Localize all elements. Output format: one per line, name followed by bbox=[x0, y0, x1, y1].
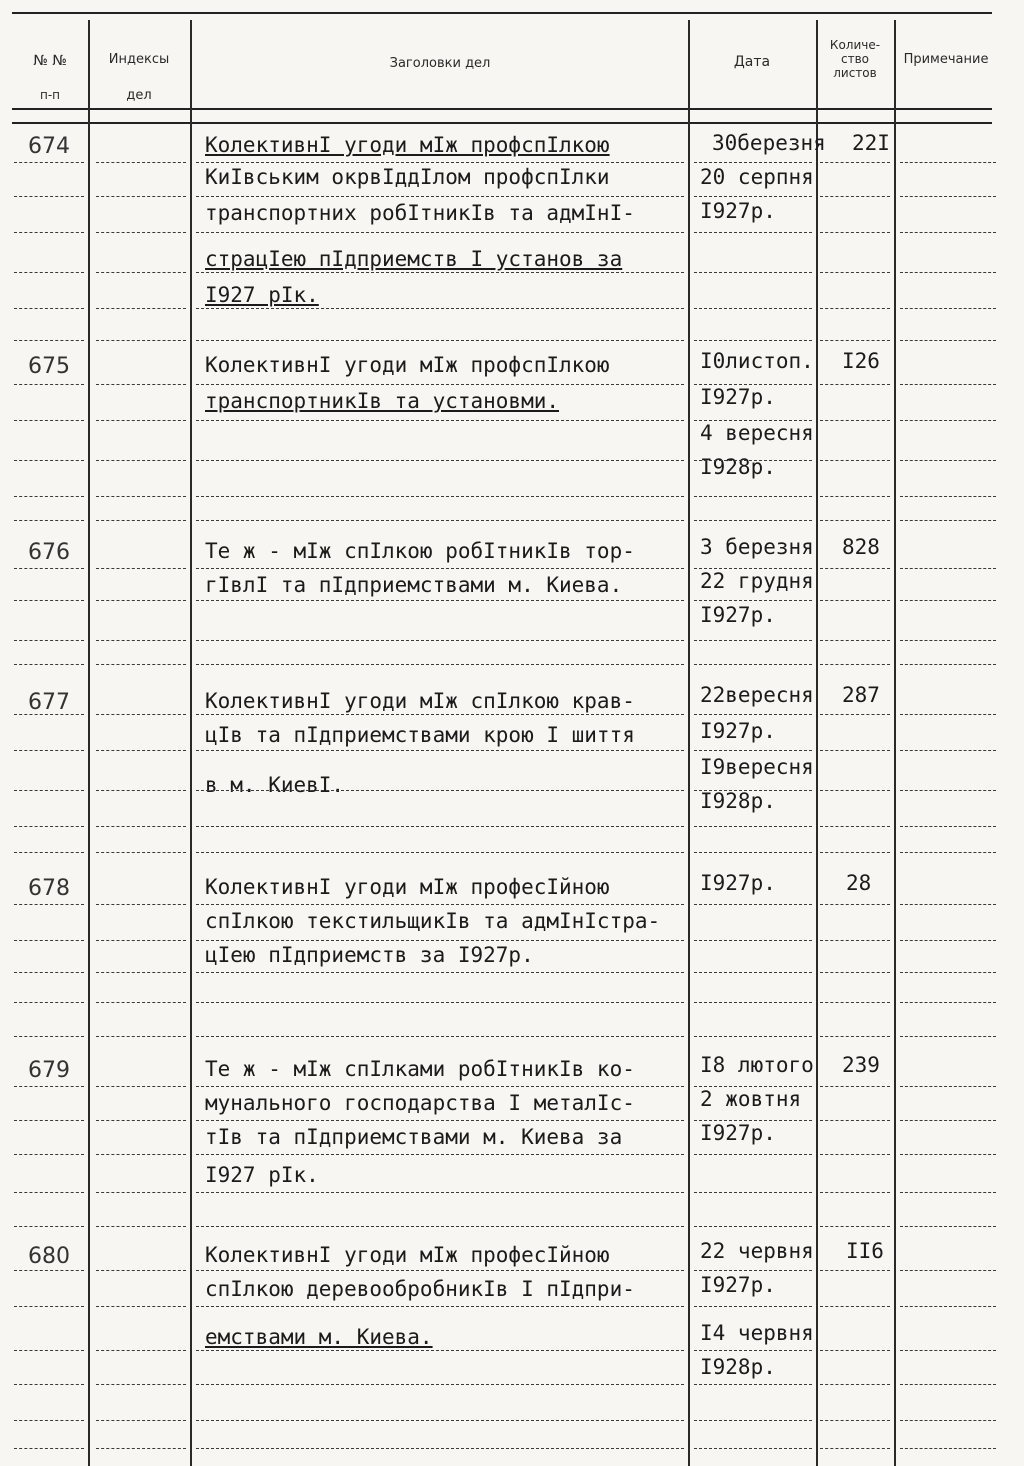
rule-line bbox=[820, 904, 890, 905]
rule-line bbox=[14, 384, 84, 385]
date-line: 30березня bbox=[712, 131, 826, 155]
rule-line bbox=[14, 420, 84, 421]
rule-line bbox=[694, 664, 812, 665]
rule-line bbox=[900, 1306, 996, 1307]
rule-line bbox=[14, 520, 84, 521]
rule-line bbox=[14, 1270, 84, 1271]
rule-line bbox=[96, 496, 186, 497]
row-number: 678 bbox=[28, 876, 70, 901]
rule-line bbox=[14, 640, 84, 641]
rule-line bbox=[14, 600, 84, 601]
rule-line bbox=[14, 196, 84, 197]
rule-line bbox=[196, 972, 684, 973]
rule-line bbox=[196, 520, 684, 521]
rule-line bbox=[96, 520, 186, 521]
top-rule bbox=[12, 12, 992, 14]
rule-line bbox=[694, 640, 812, 641]
rule-line bbox=[196, 1270, 684, 1271]
rule-line bbox=[694, 790, 812, 791]
title-line: страцIею пIдприемств I установ за bbox=[205, 247, 623, 271]
rule-line bbox=[900, 1226, 996, 1227]
rule-line bbox=[694, 232, 812, 233]
date-line: I8 лютого bbox=[700, 1053, 814, 1077]
rule-line bbox=[96, 308, 186, 309]
rule-line bbox=[14, 1120, 84, 1121]
rule-line bbox=[820, 790, 890, 791]
rule-line bbox=[900, 972, 996, 973]
rule-line bbox=[694, 750, 812, 751]
rule-line bbox=[820, 1350, 890, 1351]
rule-line bbox=[14, 460, 84, 461]
rule-line bbox=[900, 940, 996, 941]
date-line: 4 вересня bbox=[700, 421, 814, 445]
row-number: 679 bbox=[28, 1058, 70, 1083]
rule-line bbox=[196, 272, 684, 273]
rule-line bbox=[694, 420, 812, 421]
rule-line bbox=[820, 340, 890, 341]
rule-line bbox=[820, 460, 890, 461]
date-line: I927р. bbox=[700, 871, 776, 895]
rule-line bbox=[820, 196, 890, 197]
rule-line bbox=[900, 750, 996, 751]
title-line: КолективнI угоди мIж профспIлкою bbox=[205, 133, 610, 157]
rule-line bbox=[900, 496, 996, 497]
rule-line bbox=[14, 308, 84, 309]
rule-line bbox=[694, 1270, 812, 1271]
title-line: I927 рIк. bbox=[205, 283, 319, 307]
rule-line bbox=[196, 196, 684, 197]
rule-line bbox=[196, 1120, 684, 1121]
rule-line bbox=[96, 1420, 186, 1421]
rule-line bbox=[694, 1306, 812, 1307]
rule-line bbox=[14, 496, 84, 497]
rule-line bbox=[820, 1270, 890, 1271]
rule-line bbox=[196, 1350, 684, 1351]
rule-line bbox=[196, 232, 684, 233]
rule-line bbox=[820, 496, 890, 497]
row-number: 674 bbox=[28, 134, 70, 159]
rule-line bbox=[900, 714, 996, 715]
rule-line bbox=[820, 232, 890, 233]
rule-line bbox=[694, 1448, 812, 1449]
title-line: гIвлI та пIдприемствами м. Киева. bbox=[205, 573, 623, 597]
rule-line bbox=[694, 308, 812, 309]
date-line: I927р. bbox=[700, 1121, 776, 1145]
rule-line bbox=[694, 1086, 812, 1087]
date-line: I927р. bbox=[700, 719, 776, 743]
header-title-text: Заголовки дел bbox=[389, 56, 491, 71]
rule-line bbox=[694, 162, 812, 163]
row-number: 675 bbox=[28, 354, 70, 379]
rule-line bbox=[694, 1120, 812, 1121]
rule-line bbox=[96, 1002, 186, 1003]
rule-line bbox=[900, 790, 996, 791]
title-line: КолективнI угоди мIж спIлкою крав- bbox=[205, 689, 635, 713]
title-line: КолективнI угоди мIж професIйною bbox=[205, 875, 610, 899]
rule-line bbox=[14, 1036, 84, 1037]
rule-line bbox=[196, 162, 684, 163]
rule-line bbox=[96, 1226, 186, 1227]
rule-line bbox=[96, 714, 186, 715]
sheet-count: 28 bbox=[846, 871, 872, 895]
rule-line bbox=[14, 1192, 84, 1193]
rule-line bbox=[694, 460, 812, 461]
rule-line bbox=[900, 520, 996, 521]
rule-line bbox=[820, 750, 890, 751]
rule-line bbox=[96, 196, 186, 197]
rule-line bbox=[694, 1192, 812, 1193]
rule-line bbox=[96, 1384, 186, 1385]
header-number bbox=[14, 44, 86, 112]
rule-line bbox=[900, 826, 996, 827]
title-line: спIлкою деревообробникIв I пIдпри- bbox=[205, 1277, 635, 1301]
date-line: 22 грудня bbox=[700, 569, 814, 593]
rule-line bbox=[96, 1086, 186, 1087]
rule-line bbox=[694, 1350, 812, 1351]
rule-line bbox=[14, 714, 84, 715]
date-line: 2 жовтня bbox=[700, 1087, 802, 1111]
header-date-text: Дата bbox=[733, 54, 771, 70]
header-count-line1: Количе- bbox=[829, 38, 881, 52]
rule-line bbox=[14, 1448, 84, 1449]
rule-line bbox=[900, 904, 996, 905]
rule-line bbox=[14, 1306, 84, 1307]
rule-line bbox=[900, 460, 996, 461]
rule-line bbox=[196, 940, 684, 941]
title-line: в м. КиевI. bbox=[205, 773, 345, 797]
rule-line bbox=[820, 940, 890, 941]
rule-line bbox=[900, 1086, 996, 1087]
date-line: I927р. bbox=[700, 385, 776, 409]
rule-line bbox=[820, 1154, 890, 1155]
rule-line bbox=[96, 1350, 186, 1351]
rule-line bbox=[96, 826, 186, 827]
rule-line bbox=[14, 1384, 84, 1385]
title-line: спIлкою текстильщикIв та адмIнIстра- bbox=[205, 909, 661, 933]
rule-line bbox=[196, 1448, 684, 1449]
rule-line bbox=[196, 750, 684, 751]
rule-line bbox=[96, 664, 186, 665]
rule-line bbox=[96, 460, 186, 461]
rule-line bbox=[14, 1226, 84, 1227]
rule-line bbox=[900, 640, 996, 641]
rule-line bbox=[694, 600, 812, 601]
date-line: 20 серпня bbox=[700, 165, 814, 189]
sheet-count: 828 bbox=[842, 535, 880, 559]
title-line: I927 рIк. bbox=[205, 1163, 319, 1187]
rule-line bbox=[900, 1192, 996, 1193]
rule-line bbox=[820, 1306, 890, 1307]
rule-line bbox=[694, 520, 812, 521]
title-line: Те ж - мIж спIлкою робIтникIв тор- bbox=[205, 539, 635, 563]
rule-line bbox=[820, 826, 890, 827]
rule-line bbox=[196, 420, 684, 421]
rule-line bbox=[820, 1192, 890, 1193]
rule-line bbox=[820, 1120, 890, 1121]
rule-line bbox=[14, 750, 84, 751]
rule-line bbox=[900, 1448, 996, 1449]
rule-line bbox=[900, 852, 996, 853]
header-count-line3: листов bbox=[833, 66, 877, 80]
rule-line bbox=[820, 714, 890, 715]
rule-line bbox=[900, 272, 996, 273]
date-line: I9вересня bbox=[700, 755, 814, 779]
rule-line bbox=[900, 1350, 996, 1351]
rule-line bbox=[196, 790, 684, 791]
rule-line bbox=[96, 600, 186, 601]
rule-line bbox=[196, 1002, 684, 1003]
rule-line bbox=[694, 972, 812, 973]
rule-line bbox=[900, 232, 996, 233]
rule-line bbox=[196, 826, 684, 827]
date-line: I927р. bbox=[700, 1273, 776, 1297]
rule-line bbox=[196, 904, 684, 905]
rule-line bbox=[96, 790, 186, 791]
rule-line bbox=[96, 162, 186, 163]
rule-line bbox=[96, 972, 186, 973]
rule-line bbox=[196, 640, 684, 641]
rule-line bbox=[96, 1120, 186, 1121]
rule-line bbox=[96, 1036, 186, 1037]
rule-line bbox=[14, 162, 84, 163]
rule-line bbox=[694, 1036, 812, 1037]
rule-line bbox=[14, 1086, 84, 1087]
header-count bbox=[818, 38, 892, 80]
title-line: цIею пIдприемств за I927р. bbox=[205, 943, 534, 967]
rule-line bbox=[900, 384, 996, 385]
header-index-line2: дел bbox=[126, 88, 152, 103]
rule-line bbox=[694, 1384, 812, 1385]
date-line: 3 березня bbox=[700, 535, 814, 559]
rule-line bbox=[196, 340, 684, 341]
title-line: КолективнI угоди мIж профспIлкою bbox=[205, 353, 610, 377]
rule-line bbox=[196, 1420, 684, 1421]
rule-line bbox=[820, 308, 890, 309]
rule-line bbox=[96, 232, 186, 233]
rule-line bbox=[14, 664, 84, 665]
rule-line bbox=[694, 1420, 812, 1421]
date-line: I0листоп. bbox=[700, 349, 814, 373]
rule-line bbox=[14, 940, 84, 941]
date-line: 22вересня bbox=[700, 683, 814, 707]
row-number: 676 bbox=[28, 540, 70, 565]
rule-line bbox=[820, 568, 890, 569]
rule-line bbox=[694, 904, 812, 905]
rule-line bbox=[694, 852, 812, 853]
rule-line bbox=[196, 664, 684, 665]
date-line: 22 червня bbox=[700, 1239, 814, 1263]
rule-line bbox=[196, 1306, 684, 1307]
rule-line bbox=[14, 1154, 84, 1155]
sheet-count: 22I bbox=[852, 131, 890, 155]
rule-line bbox=[196, 714, 684, 715]
rule-line bbox=[820, 1086, 890, 1087]
rule-line bbox=[14, 232, 84, 233]
rule-line bbox=[820, 1384, 890, 1385]
rule-line bbox=[14, 904, 84, 905]
date-line: I928р. bbox=[700, 1355, 776, 1379]
title-line: транспортних робIтникIв та адмIнI- bbox=[205, 201, 635, 225]
rule-line bbox=[900, 196, 996, 197]
rule-line bbox=[96, 272, 186, 273]
column-divider bbox=[816, 20, 818, 1466]
rule-line bbox=[96, 1270, 186, 1271]
rule-line bbox=[14, 568, 84, 569]
rule-line bbox=[694, 714, 812, 715]
rule-line bbox=[820, 420, 890, 421]
rule-line bbox=[694, 384, 812, 385]
rule-line bbox=[14, 826, 84, 827]
rule-line bbox=[694, 940, 812, 941]
rule-line bbox=[820, 520, 890, 521]
rule-line bbox=[900, 420, 996, 421]
rule-line bbox=[96, 640, 186, 641]
sheet-count: I26 bbox=[842, 349, 880, 373]
rule-line bbox=[694, 826, 812, 827]
rule-line bbox=[820, 640, 890, 641]
rule-line bbox=[96, 940, 186, 941]
rule-line bbox=[900, 1002, 996, 1003]
row-number: 677 bbox=[28, 690, 70, 715]
title-line: тIв та пIдприемствами м. Киева за bbox=[205, 1125, 623, 1149]
date-line: I927р. bbox=[700, 603, 776, 627]
rule-line bbox=[900, 1384, 996, 1385]
rule-line bbox=[96, 750, 186, 751]
rule-line bbox=[694, 340, 812, 341]
rule-line bbox=[96, 1306, 186, 1307]
header-index-line1: Индексы bbox=[108, 52, 170, 67]
rule-line bbox=[96, 852, 186, 853]
rule-line bbox=[900, 340, 996, 341]
rule-line bbox=[820, 664, 890, 665]
column-divider bbox=[88, 20, 90, 1466]
rule-line bbox=[196, 568, 684, 569]
rule-line bbox=[820, 1002, 890, 1003]
rule-line bbox=[196, 308, 684, 309]
row-number: 680 bbox=[28, 1244, 70, 1269]
rule-line bbox=[196, 1086, 684, 1087]
rule-line bbox=[14, 1350, 84, 1351]
rule-line bbox=[14, 972, 84, 973]
rule-line bbox=[900, 568, 996, 569]
rule-line bbox=[14, 340, 84, 341]
rule-line bbox=[694, 196, 812, 197]
header-title bbox=[330, 56, 550, 71]
rule-line bbox=[196, 460, 684, 461]
rule-line bbox=[820, 1448, 890, 1449]
title-line: цIв та пIдприемствами крою I шиття bbox=[205, 723, 635, 747]
rule-line bbox=[820, 384, 890, 385]
title-line: КолективнI угоди мIж професIйною bbox=[205, 1243, 610, 1267]
title-line: КиIвським окрвIддIлом профспIлки bbox=[205, 165, 610, 189]
rule-line bbox=[96, 1448, 186, 1449]
rule-line bbox=[196, 1154, 684, 1155]
rule-line bbox=[900, 308, 996, 309]
title-line: емствами м. Киева. bbox=[205, 1325, 433, 1349]
rule-line bbox=[196, 1036, 684, 1037]
header-date bbox=[690, 54, 814, 70]
column-divider bbox=[688, 20, 690, 1466]
rule-line bbox=[96, 904, 186, 905]
title-line: Те ж - мIж спIлками робIтникIв ко- bbox=[205, 1057, 635, 1081]
rule-line bbox=[820, 162, 890, 163]
rule-line bbox=[96, 384, 186, 385]
rule-line bbox=[820, 1036, 890, 1037]
rule-line bbox=[900, 1036, 996, 1037]
sheet-count: 287 bbox=[842, 683, 880, 707]
rule-line bbox=[14, 852, 84, 853]
date-line: I928р. bbox=[700, 789, 776, 813]
rule-line bbox=[96, 420, 186, 421]
rule-line bbox=[14, 790, 84, 791]
rule-line bbox=[14, 1420, 84, 1421]
rule-line bbox=[196, 600, 684, 601]
rule-line bbox=[694, 1002, 812, 1003]
sheet-count: II6 bbox=[846, 1239, 884, 1263]
header-bottom-rule-2 bbox=[12, 122, 992, 124]
rule-line bbox=[900, 162, 996, 163]
header-note bbox=[896, 52, 996, 67]
header-number-line2: п-п bbox=[39, 88, 61, 102]
rule-line bbox=[14, 272, 84, 273]
rule-line bbox=[694, 496, 812, 497]
rule-line bbox=[96, 340, 186, 341]
header-number-line1: № № bbox=[33, 53, 67, 69]
rule-line bbox=[196, 384, 684, 385]
rule-line bbox=[96, 1192, 186, 1193]
date-line: I4 червня bbox=[700, 1321, 814, 1345]
rule-line bbox=[900, 1270, 996, 1271]
title-line: транспортникIв та установми. bbox=[205, 389, 560, 413]
rule-line bbox=[14, 1002, 84, 1003]
column-divider bbox=[190, 20, 192, 1466]
header-index bbox=[90, 42, 188, 114]
rule-line bbox=[96, 1154, 186, 1155]
rule-line bbox=[96, 568, 186, 569]
date-line: I928р. bbox=[700, 455, 776, 479]
rule-line bbox=[196, 1226, 684, 1227]
rule-line bbox=[900, 1154, 996, 1155]
rule-line bbox=[694, 1226, 812, 1227]
rule-line bbox=[900, 1420, 996, 1421]
rule-line bbox=[820, 1420, 890, 1421]
rule-line bbox=[694, 1154, 812, 1155]
rule-line bbox=[820, 600, 890, 601]
rule-line bbox=[196, 1384, 684, 1385]
rule-line bbox=[694, 568, 812, 569]
rule-line bbox=[820, 1226, 890, 1227]
rule-line bbox=[900, 600, 996, 601]
header-count-line2: ство bbox=[840, 52, 869, 66]
title-line: мунального господарства I металIс- bbox=[205, 1091, 635, 1115]
rule-line bbox=[820, 972, 890, 973]
header-note-text: Примечание bbox=[903, 52, 989, 67]
rule-line bbox=[694, 272, 812, 273]
rule-line bbox=[196, 496, 684, 497]
rule-line bbox=[820, 272, 890, 273]
sheet-count: 239 bbox=[842, 1053, 880, 1077]
rule-line bbox=[900, 1120, 996, 1121]
rule-line bbox=[900, 664, 996, 665]
rule-line bbox=[196, 852, 684, 853]
date-line: I927р. bbox=[700, 199, 776, 223]
rule-line bbox=[820, 852, 890, 853]
rule-line bbox=[196, 1192, 684, 1193]
